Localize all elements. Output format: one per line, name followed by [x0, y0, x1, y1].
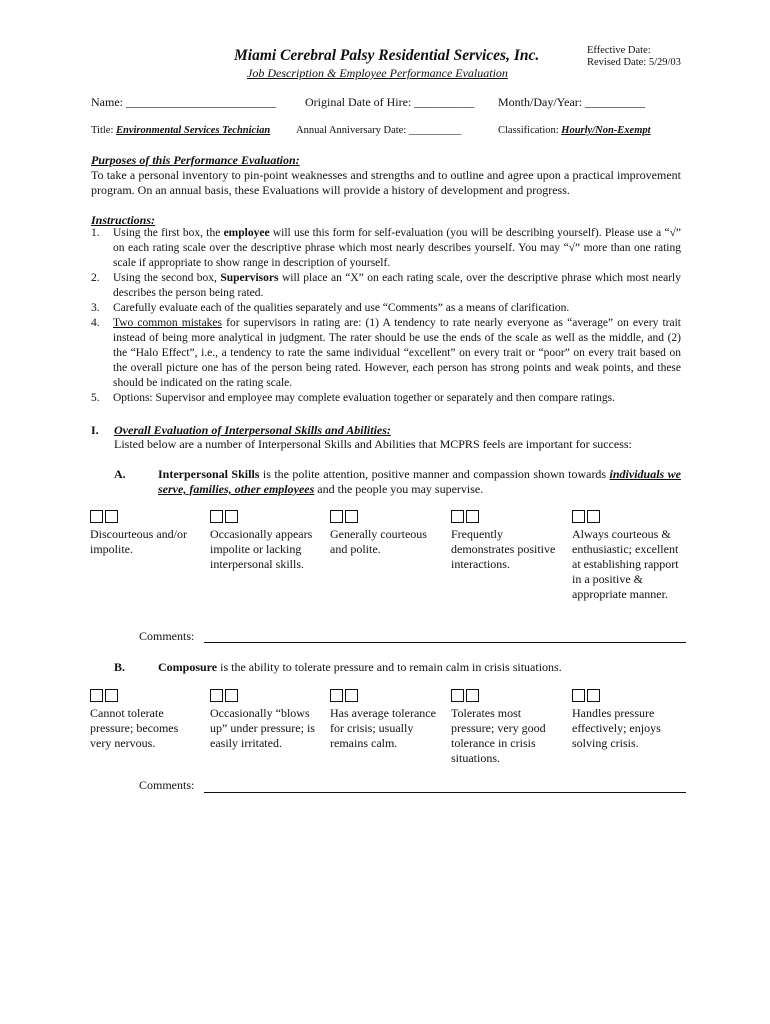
rating-option — [90, 689, 202, 751]
purposes-body: To take a personal inventory to pin-point weaknesses and strengths and to outline and agree upon a practical improvement program. On an annual basis, these Evaluations will provide a history of development and progress. — [91, 168, 681, 197]
comments-input-line[interactable] — [204, 792, 686, 793]
instruction-number: 1. — [91, 227, 100, 239]
section-intro: Listed below are a number of Interpersonal Skills and Abilities that MCPRS feels are important for success: — [114, 437, 632, 451]
employee-checkbox[interactable] — [451, 689, 464, 702]
rating-description: Always courteous & enthusiastic; excellent at establishing rapport in a positive & appropriate manner. — [572, 527, 679, 601]
rating-description: Tolerates most pressure; very good tolerance in crisis situations. — [451, 706, 546, 765]
supervisor-checkbox[interactable] — [225, 689, 238, 702]
rating-description: Occasionally appears impolite or lacking interpersonal skills. — [210, 527, 313, 571]
classification-label: Classification: — [498, 125, 559, 136]
classification-value: Hourly/Non-Exempt — [561, 125, 651, 136]
instruction-item — [91, 301, 681, 316]
subsection-letter-a: A. — [114, 467, 126, 481]
instruction-item — [91, 391, 681, 406]
skill-name: Interpersonal Skills — [158, 467, 260, 481]
rating-checkboxes — [451, 689, 563, 703]
supervisor-checkbox[interactable] — [105, 689, 118, 702]
instruction-text: will use this form for self-evaluation (you will be describing yourself). Please use a “√” on each rating scale over the descriptive phrase which most nearly describes yourself. You may “√” more than one rating scale if appropriate to show range in description of yourself. — [113, 227, 681, 269]
employee-checkbox[interactable] — [572, 510, 585, 523]
supervisor-checkbox[interactable] — [225, 510, 238, 523]
supervisor-checkbox[interactable] — [466, 510, 479, 523]
instruction-emphasis: Two common mistakes — [113, 317, 223, 329]
supervisor-checkbox[interactable] — [587, 689, 600, 702]
instruction-emphasis: Supervisors — [220, 272, 279, 284]
rating-option — [210, 689, 322, 751]
skill-description-emphasis: individuals we serve, families, other employees — [158, 467, 681, 496]
rating-description: Occasionally “blows up” under pressure; is easily irritated. — [210, 706, 315, 750]
hire-date-field[interactable]: Original Date of Hire: __________ — [305, 95, 475, 109]
rating-description: Generally courteous and polite. — [330, 527, 427, 556]
rating-checkboxes — [90, 689, 202, 703]
form-subtitle: Job Description & Employee Performance Evaluation — [247, 66, 508, 80]
rating-checkboxes — [210, 510, 322, 524]
rating-option — [210, 510, 322, 572]
instruction-text: Using the second box, — [113, 272, 221, 284]
rating-description: Handles pressure effectively; enjoys solving crisis. — [572, 706, 661, 750]
name-field[interactable]: Name: _________________________ — [91, 95, 276, 109]
anniversary-date-field[interactable]: Annual Anniversary Date: __________ — [296, 125, 462, 136]
employee-checkbox[interactable] — [451, 510, 464, 523]
comments-label: Comments: — [139, 629, 195, 643]
rating-checkboxes — [330, 510, 442, 524]
rating-checkboxes — [90, 510, 202, 524]
rating-checkboxes — [572, 689, 684, 703]
classification-field — [498, 125, 651, 136]
instruction-text: Using the first box, the — [113, 227, 224, 239]
supervisor-checkbox[interactable] — [466, 689, 479, 702]
skill-description: is the polite attention, positive manner and compassion shown towards — [259, 467, 610, 481]
instruction-emphasis: employee — [223, 227, 270, 239]
organization-title: Miami Cerebral Palsy Residential Services, Inc. — [234, 47, 540, 64]
rating-checkboxes — [330, 689, 442, 703]
rating-option — [451, 510, 563, 572]
instruction-text: Options: Supervisor and employee may complete evaluation together or separately and then compare ratings. — [113, 392, 616, 404]
revised-date: Revised Date: 5/29/03 — [587, 57, 681, 68]
supervisor-checkbox[interactable] — [587, 510, 600, 523]
instruction-item — [91, 226, 681, 271]
title-value: Environmental Services Technician — [116, 125, 271, 136]
section-title: Overall Evaluation of Interpersonal Skills and Abilities: — [114, 423, 391, 437]
month-day-year-field[interactable]: Month/Day/Year: __________ — [498, 95, 646, 109]
comments-label: Comments: — [139, 778, 195, 792]
employee-checkbox[interactable] — [572, 689, 585, 702]
effective-date: Effective Date: — [587, 45, 651, 56]
instruction-text: will place an “X” on each rating scale, over the descriptive phrase which most nearly describes the person being rated. — [113, 272, 681, 299]
instruction-item — [91, 316, 681, 391]
rating-checkboxes — [451, 510, 563, 524]
supervisor-checkbox[interactable] — [345, 689, 358, 702]
rating-description: Cannot tolerate pressure; becomes very nervous. — [90, 706, 179, 750]
instruction-number: 2. — [91, 272, 100, 284]
purposes-heading: Purposes of this Performance Evaluation: — [91, 153, 300, 167]
rating-option — [330, 689, 442, 751]
employee-checkbox[interactable] — [210, 510, 223, 523]
instruction-number: 3. — [91, 302, 100, 314]
instruction-text: Carefully evaluate each of the qualities separately and use “Comments” as a means of clarification. — [113, 302, 570, 314]
rating-option — [330, 510, 442, 557]
date-info — [587, 45, 681, 69]
supervisor-checkbox[interactable] — [105, 510, 118, 523]
instructions-heading: Instructions: — [91, 213, 156, 227]
skill-description: and the people you may supervise. — [314, 482, 484, 496]
subsection-description-a — [158, 467, 681, 497]
skill-name: Composure — [158, 660, 218, 674]
title-label: Title: — [91, 125, 114, 136]
instruction-number: 5. — [91, 392, 100, 404]
rating-option — [451, 689, 563, 766]
rating-option — [572, 510, 684, 602]
rating-description: Has average tolerance for crisis; usually remains calm. — [330, 706, 436, 750]
section-number: I. — [91, 423, 99, 437]
employee-checkbox[interactable] — [330, 510, 343, 523]
employee-checkbox[interactable] — [210, 689, 223, 702]
supervisor-checkbox[interactable] — [345, 510, 358, 523]
employee-checkbox[interactable] — [330, 689, 343, 702]
instruction-number: 4. — [91, 317, 100, 329]
rating-description: Discourteous and/or impolite. — [90, 527, 187, 556]
subsection-letter-b: B. — [114, 660, 126, 674]
subsection-description-b — [158, 660, 681, 675]
comments-input-line[interactable] — [204, 642, 686, 643]
rating-checkboxes — [210, 689, 322, 703]
instruction-text: for supervisors in rating are: (1) A tendency to rate nearly everyone as “average” on every trait instead of being more analytical in judgment. The rater should be use the ends of the scale as well as the middle, and (2) the “Halo Effect”, i.e., a tendency to rate the same individual “excellent” on every trait or “poor” on every trait based on the overall picture one has of the person being rated. However, each person has strong points and weak points, and these should be indicated on the rating scale. — [113, 317, 681, 389]
rating-description: Frequently demonstrates positive interactions. — [451, 527, 556, 571]
rating-option — [90, 510, 202, 557]
skill-description: is the ability to tolerate pressure and to remain calm in crisis situations. — [217, 660, 562, 674]
employee-checkbox[interactable] — [90, 510, 103, 523]
rating-option — [572, 689, 684, 751]
instruction-item — [91, 271, 681, 301]
title-field — [91, 125, 270, 136]
rating-checkboxes — [572, 510, 684, 524]
employee-checkbox[interactable] — [90, 689, 103, 702]
instructions-list — [91, 226, 681, 406]
